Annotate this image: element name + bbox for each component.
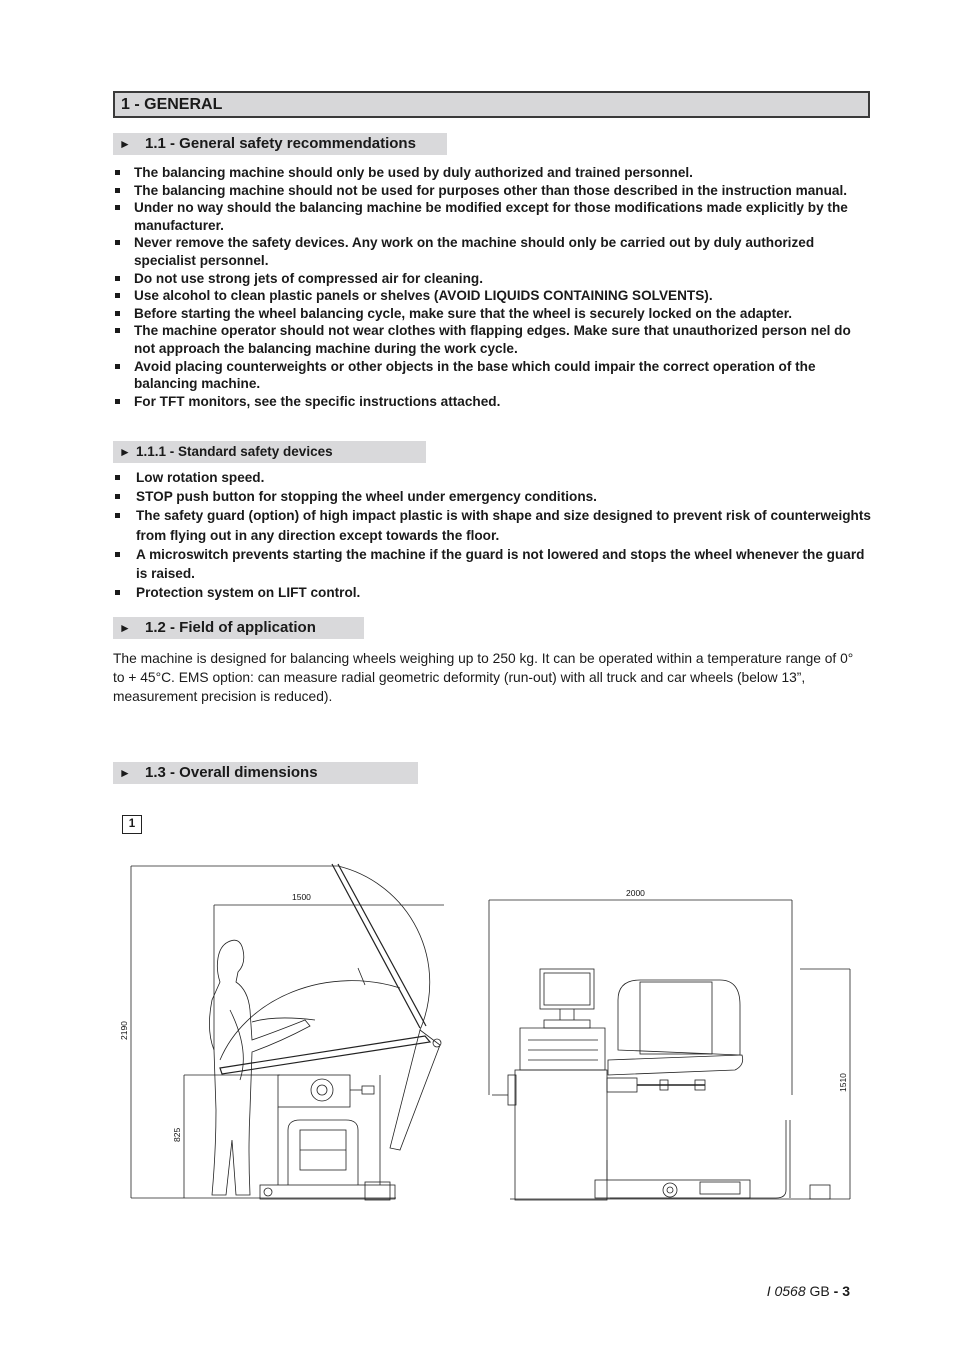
control-panel xyxy=(520,1028,605,1070)
section-title: 1 - GENERAL xyxy=(113,91,870,118)
arrow-icon: ► xyxy=(119,621,131,635)
subsection-heading-1-3 xyxy=(113,762,418,784)
list-item: The safety guard (option) of high impact plastic is with shape and size designed to prevent risk of counterweights from flying out in any direction except towards the floor. xyxy=(113,506,873,544)
list-item: The balancing machine should not be used for purposes other than those described in the instruction manual. xyxy=(113,182,873,200)
front-view-drawing xyxy=(480,880,860,1220)
arrow-icon: ► xyxy=(119,137,131,151)
list-item: Avoid placing counterweights or other objects in the base which could impair the correct operation of the balancing machine. xyxy=(113,358,873,393)
arrow-icon: ► xyxy=(119,445,131,459)
list-item: Never remove the safety devices. Any work on the machine should only be carried out by duly authorized specialist personnel. xyxy=(113,234,873,269)
list-item: For TFT monitors, see the specific instructions attached. xyxy=(113,393,873,411)
dim-label-825: 825 xyxy=(172,1127,182,1142)
subsection-heading-1-2 xyxy=(113,617,364,639)
list-item: The balancing machine should only be used by duly authorized and trained personnel. xyxy=(113,164,873,182)
page-number: - 3 xyxy=(833,1283,850,1299)
list-item: The machine operator should not wear clothes with flapping edges. Make sure that unauthorized person nel do not approach the balancing machine during the work cycle. xyxy=(113,322,873,357)
machine-base xyxy=(260,1185,395,1199)
list-item: Under no way should the balancing machine be modified except for those modifications made explicitly by the manufacturer. xyxy=(113,199,873,234)
dim-label-2190: 2190 xyxy=(119,1021,129,1040)
safety-devices-list xyxy=(113,468,873,602)
dim-label-1510: 1510 xyxy=(838,1073,848,1092)
list-item: Use alcohol to clean plastic panels or shelves (AVOID LIQUIDS CONTAINING SOLVENTS). xyxy=(113,287,873,305)
machine-body xyxy=(515,1070,607,1200)
list-item: STOP push button for stopping the wheel under emergency conditions. xyxy=(113,487,873,506)
document-code: I 0568 xyxy=(766,1283,806,1299)
list-item: Do not use strong jets of compressed air for cleaning. xyxy=(113,270,873,288)
field-of-application-text: The machine is designed for balancing wheels weighing up to 250 kg. It can be operated within a temperature range of 0° to + 45°C. EMS option: can measure radial geometric deformity (run-out) with all truck and car wheels (below 13”, measurement precision is reduced). xyxy=(113,651,854,705)
heading-text: 1.3 - Overall dimensions xyxy=(145,764,318,781)
pedal xyxy=(810,1185,830,1199)
lift-arm xyxy=(610,1120,786,1198)
dim-label-1500: 1500 xyxy=(292,892,311,902)
language-code: GB xyxy=(809,1283,830,1299)
monitor xyxy=(540,969,594,1009)
dim-label-2000: 2000 xyxy=(626,888,645,898)
wheel-guard xyxy=(618,980,740,1055)
page-footer xyxy=(700,1283,850,1299)
side-view-drawing xyxy=(100,850,470,1220)
subsection-heading-1-1 xyxy=(113,133,447,155)
shaft-flange xyxy=(311,1079,333,1101)
list-item: Before starting the wheel balancing cycle, make sure that the wheel is securely locked on the adapter. xyxy=(113,305,873,323)
heading-text: 1.1 - General safety recommendations xyxy=(145,135,416,152)
safety-recommendations-list xyxy=(113,164,873,410)
heading-text: 1.1.1 - Standard safety devices xyxy=(136,444,333,459)
list-item: Low rotation speed. xyxy=(113,468,873,487)
list-item: Protection system on LIFT control. xyxy=(113,583,873,602)
heading-text: 1.2 - Field of application xyxy=(145,619,316,636)
list-item: A microswitch prevents starting the machine if the guard is not lowered and stops the wheel whenever the guard is raised. xyxy=(113,545,873,583)
arrow-icon: ► xyxy=(119,766,131,780)
subsection-heading-1-1-1 xyxy=(113,441,426,463)
figure-number: 1 xyxy=(122,815,142,834)
